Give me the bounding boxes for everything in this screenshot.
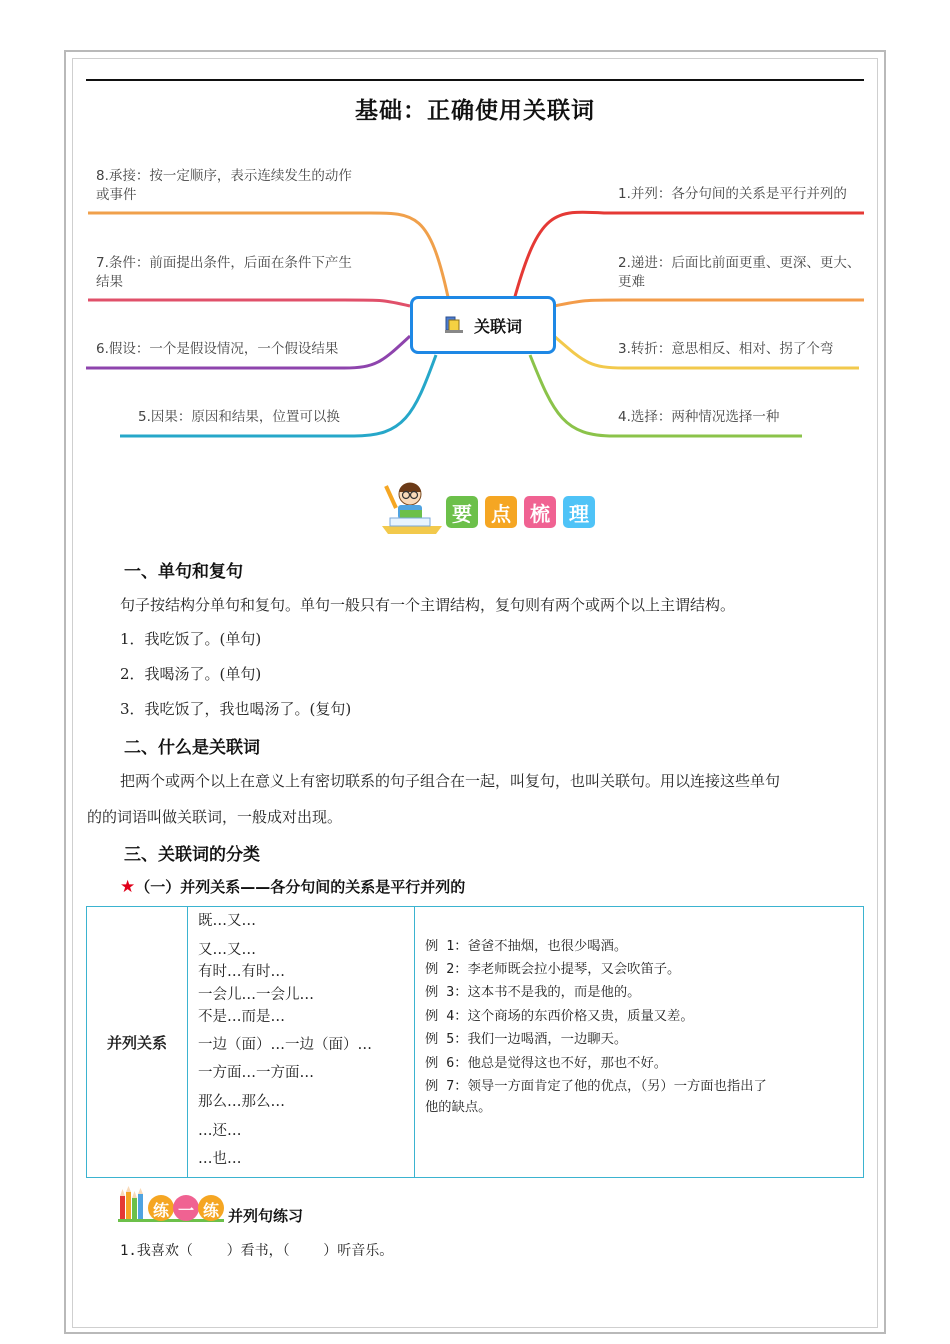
- section1-intro: 句子按结构分单句和复句。单句一般只有一个主谓结构，复句则有两个或两个以上主谓结构。: [120, 596, 736, 614]
- practice-title: 并列句练习: [228, 1207, 304, 1225]
- branch-label-5: 5.因果：原因和结果，位置可以换: [138, 409, 340, 425]
- practice-logo: [118, 1186, 226, 1224]
- connective-table: [86, 906, 864, 1178]
- branch-label-7: 7.条件：前面提出条件，后面在条件下产生结果: [96, 255, 352, 290]
- table-connectives-cell: [188, 907, 415, 1177]
- logo-char-1: 练: [152, 1201, 169, 1220]
- section2-line-2: 的的词语叫做关联词，一般成对出现。: [87, 808, 343, 826]
- student-reading-icon: [380, 478, 446, 536]
- example-item: 他的缺点。: [425, 1100, 492, 1115]
- branch-label-3: 3.转折：意思相反、相对、拐了个弯: [618, 341, 834, 357]
- mind-map-center-label: 关联词: [473, 316, 522, 336]
- example-item: 例 4：这个商场的东西价格又贵，质量又差。: [425, 1009, 694, 1024]
- example-item: 例 6：他总是觉得这也不好，那也不好。: [425, 1056, 668, 1071]
- branch-line-7: [88, 300, 410, 306]
- logo-char-2: 一: [177, 1201, 194, 1220]
- example-item: 例 2：李老师既会拉小提琴，又会吹笛子。: [425, 962, 681, 977]
- example-item: 例 3：这本书不是我的，而是他的。: [425, 985, 641, 1000]
- connective-item: 不是…而是…: [198, 1009, 285, 1025]
- connective-item: …也…: [198, 1151, 242, 1167]
- page-title: 基础：正确使用关联词: [355, 98, 595, 124]
- connective-item: …还…: [198, 1123, 242, 1139]
- branch-label-6: 6.假设：一个是假设情况，一个假设结果: [96, 341, 339, 357]
- section1-example-1: 1．我吃饭了。(单句): [120, 630, 262, 648]
- header-rule: [86, 79, 864, 81]
- section3-heading: 三、关联词的分类: [124, 845, 260, 865]
- branch-label-8: 8.承接：按一定顺序，表示连续发生的动作或事件: [96, 168, 352, 203]
- badge-li: 理: [563, 496, 595, 528]
- section2-heading: 二、什么是关联词: [124, 738, 260, 758]
- branch-label-2: 2.递进：后面比前面更重、更深、更大、更难: [618, 255, 861, 290]
- subsection-heading: [120, 876, 465, 897]
- branch-label-4: 4.选择：两种情况选择一种: [618, 409, 780, 425]
- table-category-cell: 并列关系: [87, 907, 188, 1177]
- connective-item: 既…又…: [198, 913, 256, 929]
- example-item: 例 1：爸爸不抽烟，也很少喝酒。: [425, 939, 628, 954]
- connective-item: 一会儿…一会儿…: [198, 987, 314, 1003]
- connective-item: 有时…有时…: [198, 964, 285, 980]
- mind-map: [84, 150, 874, 450]
- section1-heading: 一、单句和复句: [124, 562, 243, 582]
- table-examples-cell: [415, 907, 863, 1177]
- badge-shu: 梳: [524, 496, 556, 528]
- subsection-heading-text: （一）并列关系——各分句间的关系是平行并列的: [135, 878, 466, 896]
- book-icon: [444, 316, 464, 334]
- example-item: 例 7：领导一方面肯定了他的优点，（另）一方面也指出了: [425, 1079, 767, 1094]
- badge-dian: 点: [485, 496, 517, 528]
- badge-yao: 要: [446, 496, 478, 528]
- connective-item: 一边（面）…一边（面）…: [198, 1037, 372, 1053]
- connective-item: 那么…那么…: [198, 1094, 285, 1110]
- mind-map-center-node: [410, 296, 556, 354]
- section2-line-1: 把两个或两个以上在意义上有密切联系的句子组合在一起，叫复句，也叫关联句。用以连接这些单句: [120, 772, 781, 790]
- branch-label-1: 1.并列：各分句间的关系是平行并列的: [618, 186, 847, 202]
- example-item: 例 5：我们一边喝酒，一边聊天。: [425, 1032, 628, 1047]
- connective-item: 一方面…一方面…: [198, 1065, 314, 1081]
- branch-line-2: [554, 300, 864, 306]
- practice-question-1: 1.我喜欢（ ）看书，（ ）听音乐。: [120, 1243, 394, 1259]
- star-icon: ★: [120, 877, 136, 897]
- key-points-banner: [380, 478, 610, 538]
- connective-item: 又…又…: [198, 942, 256, 958]
- logo-char-3: 练: [202, 1201, 219, 1220]
- section1-example-3: 3．我吃饭了，我也喝汤了。(复句): [120, 700, 352, 718]
- section1-example-2: 2．我喝汤了。(单句): [120, 665, 262, 683]
